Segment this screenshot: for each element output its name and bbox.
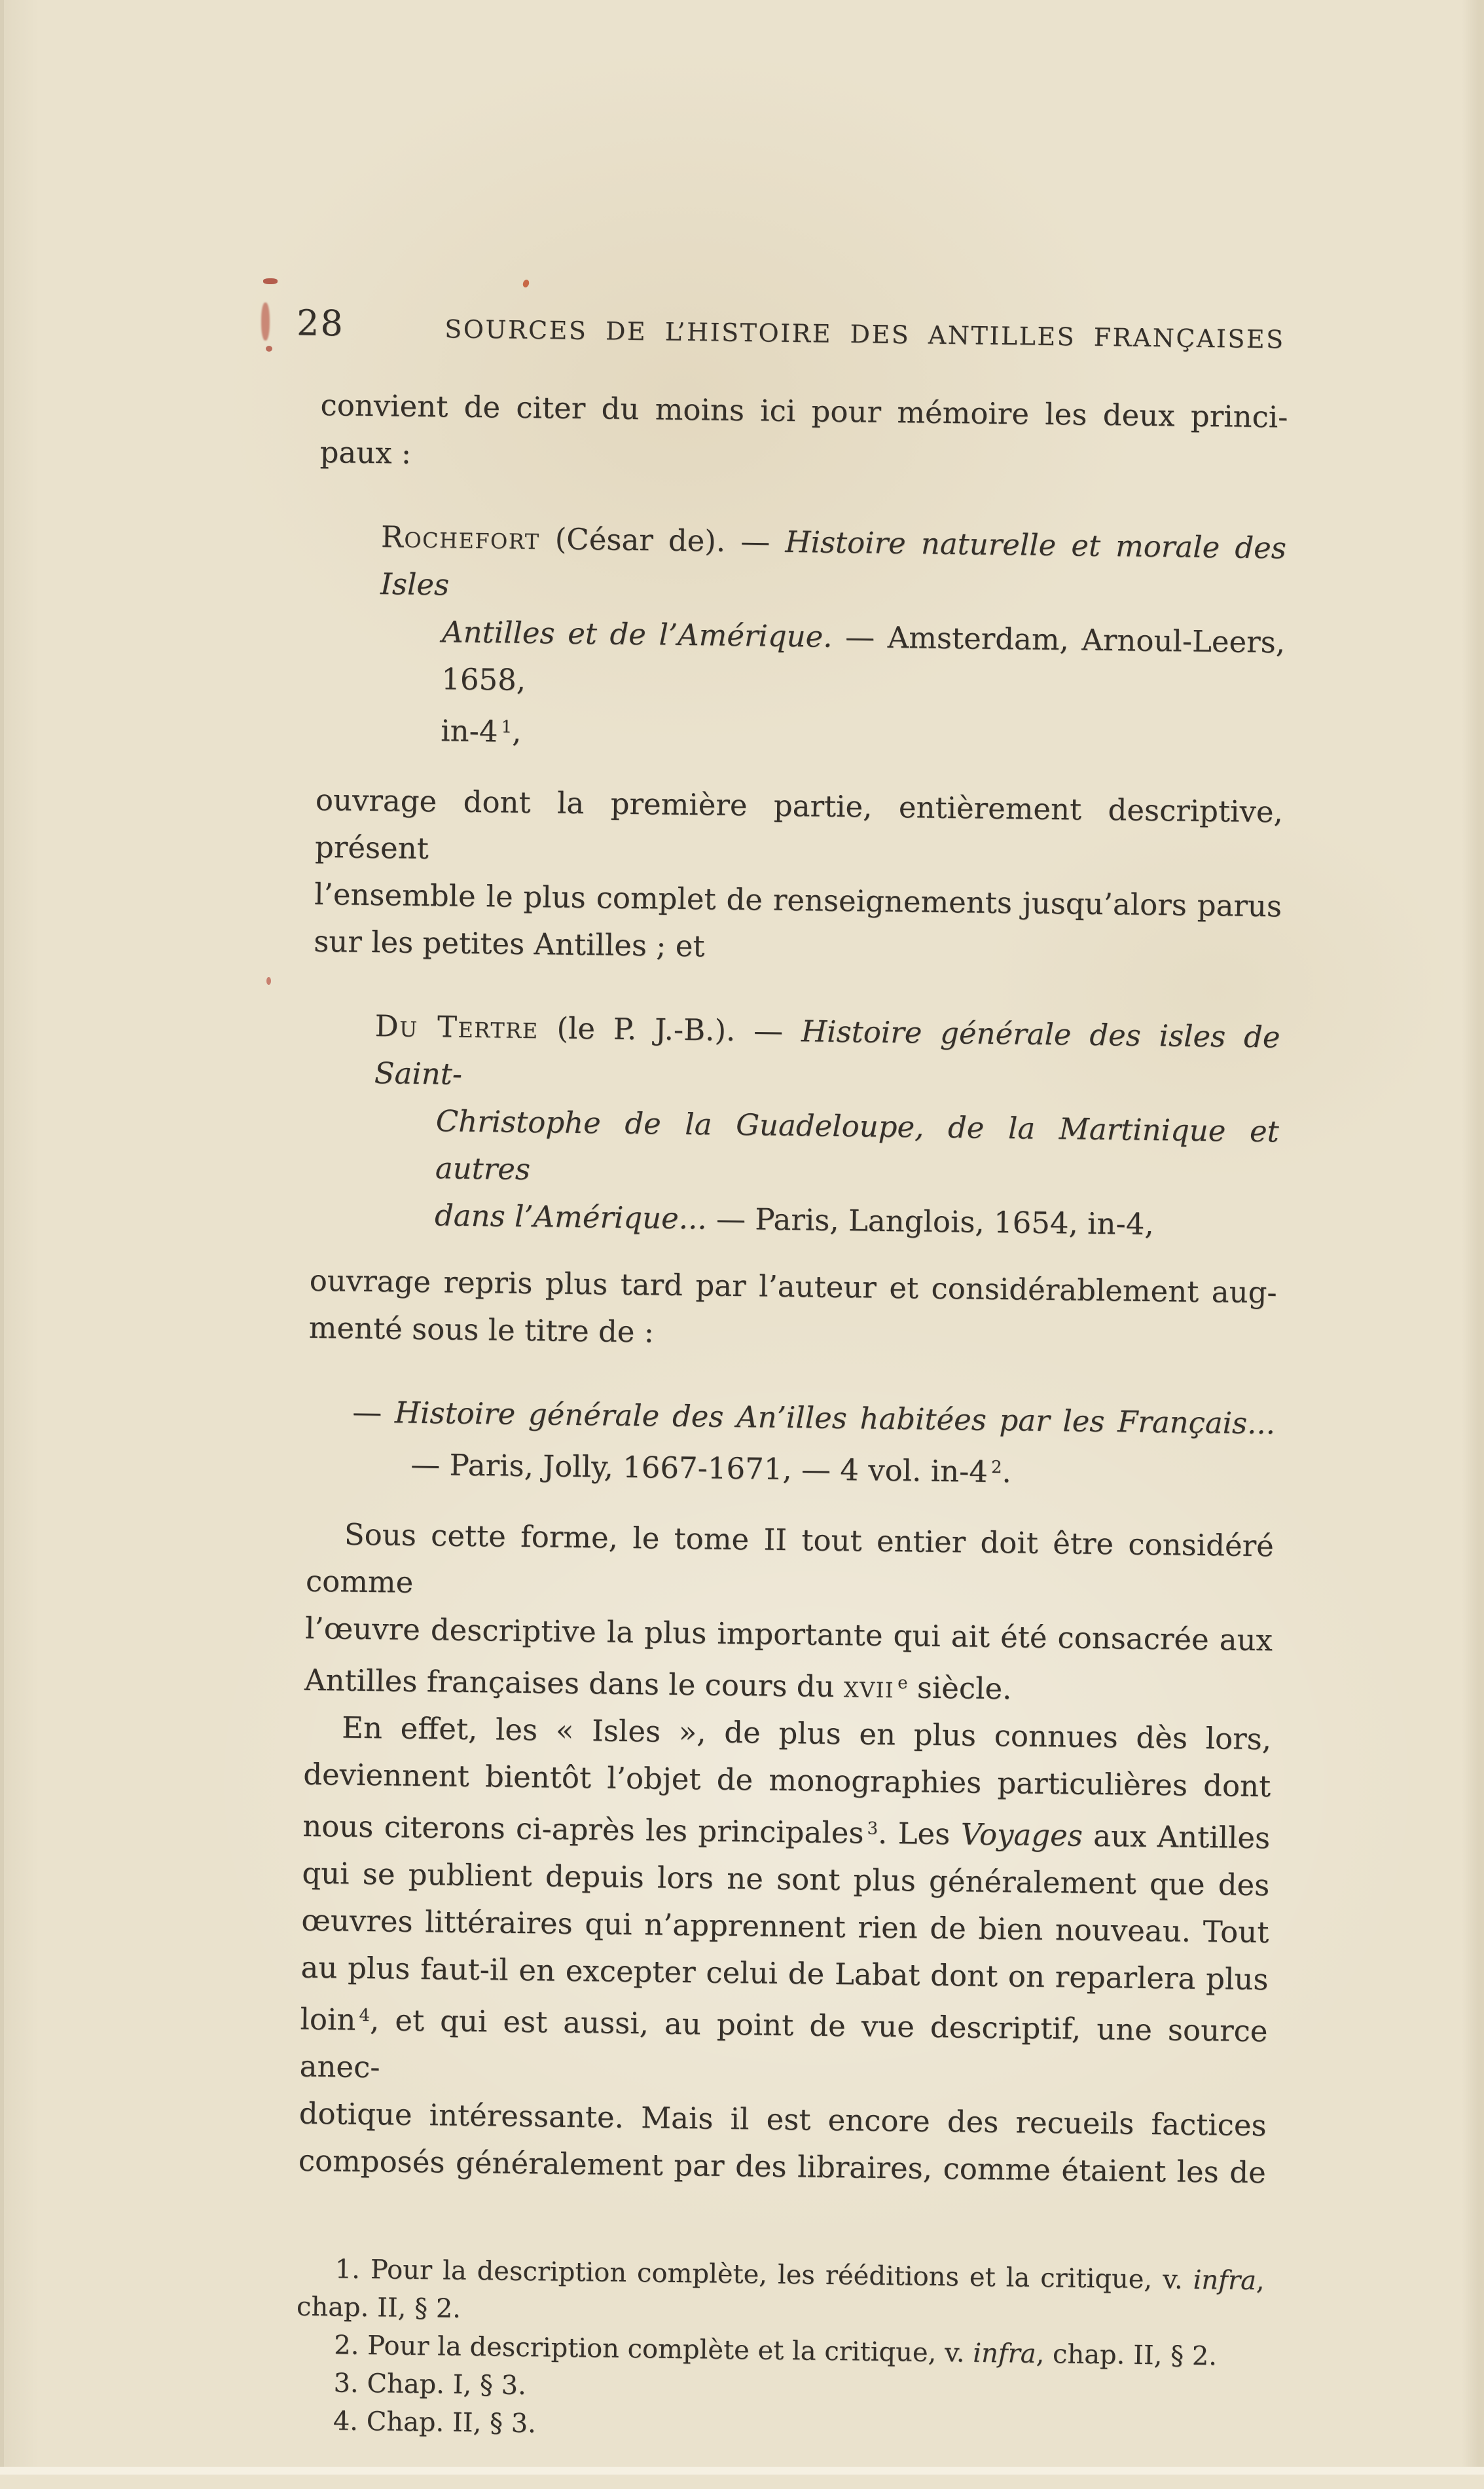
footnotes-section	[295, 2250, 1265, 2452]
text-segment: En effet, les « Isles », de plus en plus connues dès lors,	[341, 1710, 1272, 1757]
footnote-reference: 2	[990, 1458, 1002, 1478]
paragraph-rochefort-comment	[314, 777, 1284, 978]
text-line	[435, 1192, 1278, 1249]
footnote-reference: 4	[359, 2005, 371, 2026]
text-segment: Histoire générale des isles de Saint-	[374, 1014, 1280, 1092]
text-segment: ,	[511, 714, 522, 749]
text-segment: Christophe de la Guadeloupe, de la Martinique et autres	[435, 1103, 1280, 1187]
text-segment: siècle.	[907, 1670, 1012, 1706]
text-segment: au plus faut-il en excepter celui de Labat dont on reparlera plus	[300, 1949, 1269, 1997]
text-segment: .	[1002, 1454, 1012, 1490]
bib-entry-histoire-generale	[307, 1388, 1276, 1500]
text-line	[410, 1437, 1275, 1500]
text-segment: 3. Chap. I, § 3.	[333, 2368, 527, 2401]
paragraph-du-tertre-comment	[308, 1257, 1277, 1364]
text-segment: — Paris, Jolly, 1667-1671, — 4 vol. in-4	[410, 1447, 988, 1489]
text-segment: chap. II, § 2.	[296, 2291, 461, 2324]
text-segment: (le P. J.-B.). —	[538, 1010, 802, 1049]
text-segment: qui se publient depuis lors ne sont plus généralement que des	[302, 1855, 1270, 1903]
text-segment: —	[352, 1394, 395, 1430]
text-segment: dans l’Amérique...	[434, 1198, 708, 1236]
page-number: 28	[296, 302, 345, 344]
text-segment: œuvres littéraires qui n’apprennent rien de bien nouveau. Tout	[301, 1902, 1269, 1950]
text-segment: 2. Pour la description complète et la critique, v.	[334, 2330, 973, 2369]
paragraph-en-effet	[298, 1704, 1271, 2197]
text-segment: paux :	[319, 434, 412, 471]
text-line	[441, 608, 1286, 713]
text-segment: ouvrage repris plus tard par l’auteur et considérablement aug-	[309, 1263, 1277, 1310]
paragraph-intro	[319, 382, 1288, 489]
footnote-reference: 3	[867, 1818, 878, 1839]
text-segment: convient de citer du moins ici pour mémoire les deux princi-	[320, 387, 1288, 435]
running-title: SOURCES DE L’HISTOIRE DES ANTILLES FRANÇAISES	[444, 314, 1285, 354]
text-segment: menté sous le titre de :	[308, 1310, 655, 1350]
text-segment: deviennent bientôt l’objet de monographies particulières dont	[302, 1756, 1271, 1804]
bib-entry-du-tertre	[310, 1002, 1280, 1250]
text-segment: — Amsterdam, Arnoul-Leers, 1658,	[441, 619, 1286, 697]
text-segment: Voyages	[960, 1816, 1083, 1853]
text-segment: infra	[973, 2338, 1036, 2369]
text-segment: Rochefort	[380, 519, 541, 557]
paragraph-sous-cette-forme	[304, 1511, 1275, 1716]
text-line	[441, 703, 1284, 765]
text-segment: infra	[1193, 2264, 1257, 2296]
text-line	[315, 777, 1284, 883]
text-segment: Du Tertre	[374, 1008, 539, 1046]
text-line	[435, 1097, 1279, 1202]
text-segment: Sous cette forme, le tome II tout entier doit être considéré comme	[305, 1517, 1275, 1600]
text-segment: dotique intéressante. Mais il est encore des recueils factices	[299, 2095, 1267, 2143]
text-segment: ,	[1256, 2266, 1265, 2296]
text-segment: composés généralement par des libraires, comme étaient les de	[298, 2143, 1267, 2190]
footnote-1	[297, 2250, 1265, 2338]
footnote-reference: 1	[501, 717, 513, 737]
text-line	[299, 1991, 1268, 2103]
text-segment: — Paris, Langlois, 1654, in-4,	[706, 1201, 1155, 1242]
bib-entry-rochefort	[316, 513, 1286, 765]
text-segment: , chap. II, § 2.	[1036, 2338, 1218, 2372]
text-segment: . Les	[877, 1815, 962, 1852]
text-segment: 4. Chap. II, § 3.	[333, 2406, 537, 2439]
text-segment: Histoire naturelle et morale des Isles	[380, 524, 1287, 602]
text-block	[295, 382, 1288, 2452]
text-segment: l’œuvre descriptive la plus importante qui ait été consacrée aux	[304, 1610, 1273, 1658]
text-line	[306, 1511, 1275, 1617]
footnote-reference: e	[897, 1673, 908, 1693]
text-line	[380, 513, 1287, 619]
text-segment: (César de). —	[539, 521, 786, 559]
text-segment: nous citerons ci-après les principales	[302, 1808, 864, 1851]
text-segment: aux Antilles	[1082, 1818, 1271, 1856]
text-segment: in-4	[441, 713, 498, 749]
text-segment: 1. Pour la description complète, les rééditions et la critique, v.	[335, 2254, 1193, 2295]
text-segment: Antilles françaises dans le cours du	[304, 1662, 844, 1705]
text-segment: l’ensemble le plus complet de renseignements jusqu’alors parus	[314, 876, 1282, 924]
text-segment: loin	[300, 2001, 356, 2037]
text-segment: Antilles et de l’Amérique.	[441, 614, 833, 654]
text-segment: ouvrage dont la première partie, entièrement descriptive, présent	[314, 782, 1284, 866]
text-segment: sur les petites Antilles ; et	[313, 923, 705, 964]
text-segment: , et qui est aussi, au point de vue descriptif, une source anec-	[299, 2002, 1268, 2085]
text-segment: Histoire générale des An’illes habitées par les Français...	[394, 1395, 1276, 1441]
text-segment: xvii	[843, 1669, 895, 1705]
text-line	[374, 1003, 1280, 1108]
